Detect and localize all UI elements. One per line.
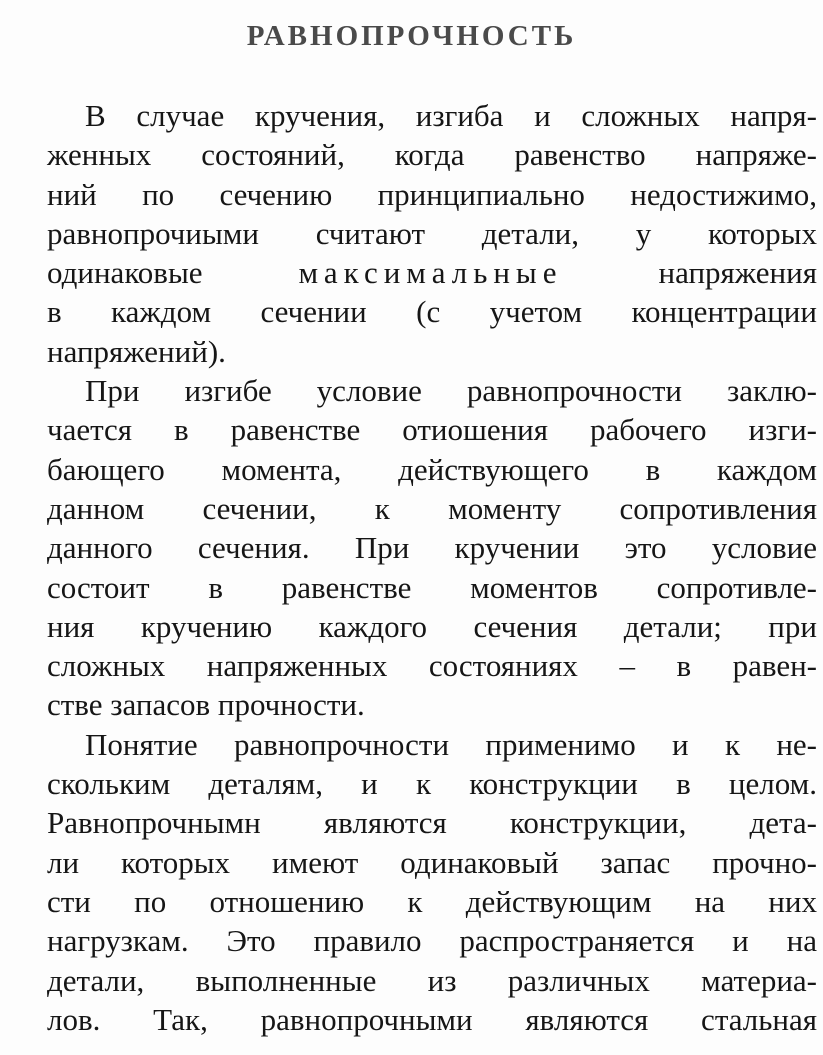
text-line: В случае кручения, изгиба и сложных напря- <box>85 98 817 133</box>
paragraph-1 <box>47 96 817 371</box>
text-line: напряжений). <box>47 333 226 369</box>
text-line: равнопрочиыми считают детали, у которых <box>47 215 817 251</box>
text-line: данного сечения. При кручении это условие <box>47 530 817 566</box>
text-fragment: одинаковые <box>47 255 299 291</box>
text-line: сложных напряженных состояниях – в равен- <box>47 648 817 684</box>
section-heading: РАВНОПРОЧНОСТЬ <box>246 20 577 52</box>
text-line: чается в равенстве отиошения рабочего изги- <box>47 412 817 448</box>
text-line: Понятие равнопрочности применимо и к не- <box>85 726 817 762</box>
text-line: женных состояний, когда равенство напряже- <box>47 137 817 173</box>
text-fragment: напряжения <box>562 255 817 291</box>
text-line: скольким деталям, и к конструкции в целом. <box>47 766 817 802</box>
text-line: бающего момента, действующего в каждом <box>47 451 817 487</box>
text-line: состоит в равенстве моментов сопротивле- <box>47 569 817 605</box>
paragraph-2 <box>47 371 817 725</box>
text-line: лов. Так, равнопрочными являются стальная <box>47 1001 817 1037</box>
text-line: нагрузкам. Это правило распространяется и на <box>47 923 817 959</box>
text-line: Равнопрочнымн являются конструкции, дета- <box>47 805 817 841</box>
text-line: ли которых имеют одинаковый запас прочно- <box>47 844 817 880</box>
text-line: данном сечении, к моменту сопротивления <box>47 490 817 526</box>
paragraph-3 <box>47 725 817 1039</box>
body-text <box>47 96 817 1039</box>
text-line: ний по сечению принципиально недостижимо, <box>47 176 817 212</box>
text-line: детали, выполненные из различных материа- <box>47 962 817 998</box>
text-line: При изгибе условие равнопрочности заклю- <box>85 373 817 409</box>
text-line: сти по отношению к действующим на них <box>47 883 817 919</box>
text-line: ния кручению каждого сечения детали; при <box>47 608 817 644</box>
spaced-emphasis: максимальные <box>298 255 563 291</box>
text-line: в каждом сечении (с учетом концентрации <box>47 294 817 330</box>
text-line-emphasis <box>47 253 817 292</box>
text-line: стве запасов прочности. <box>47 687 365 723</box>
